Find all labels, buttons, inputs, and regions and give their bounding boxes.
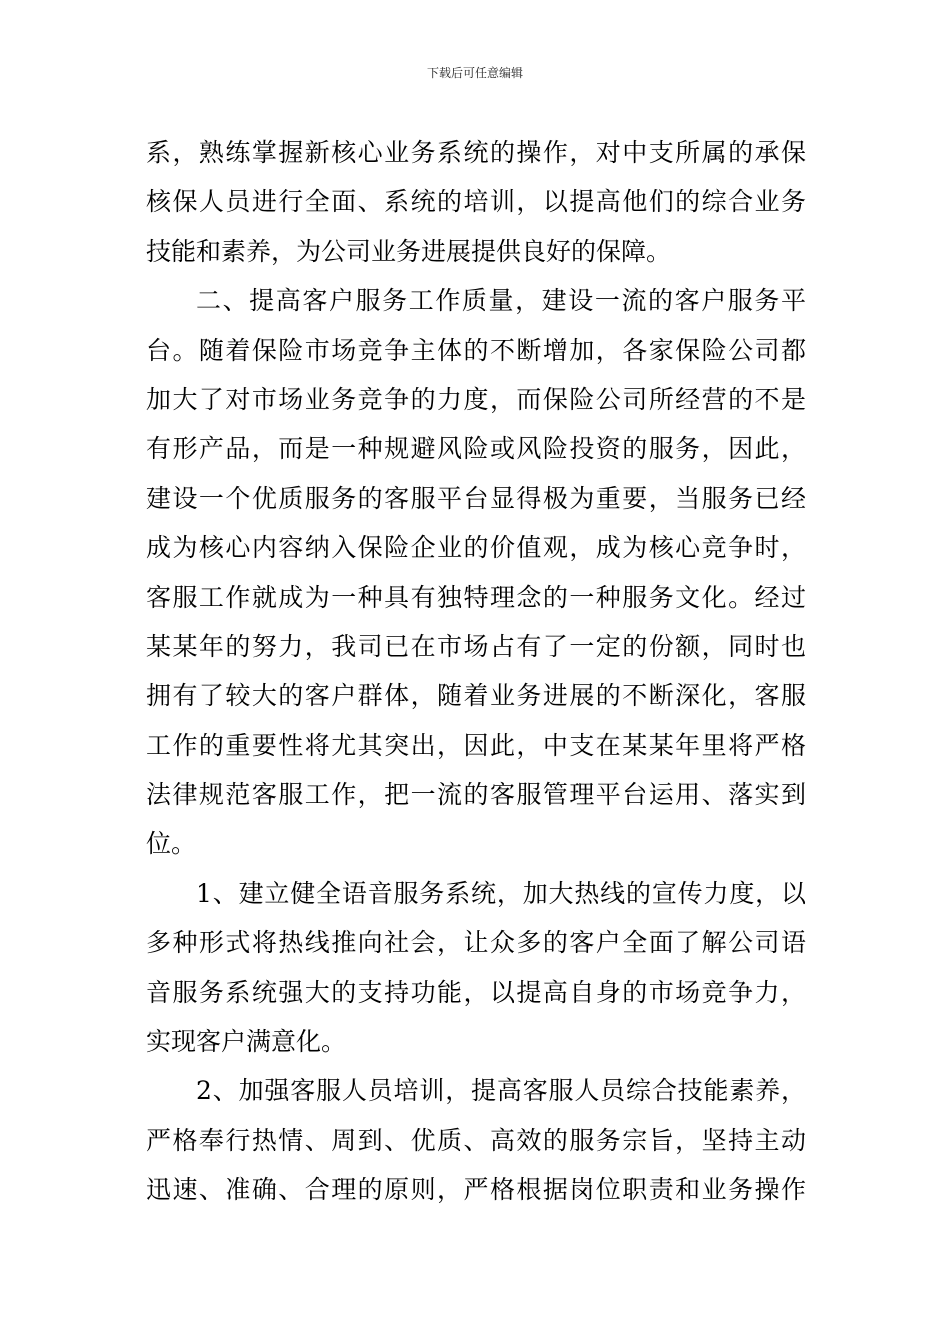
text-line: 2、加强客服人员培训，提高客服人员综合技能素养，: [196, 1076, 806, 1106]
text-line: 有形产品，而是一种规避风险或风险投资的服务，因此，: [146, 434, 806, 464]
text-line: 多种形式将热线推向社会，让众多的客户全面了解公司语: [146, 928, 806, 958]
text-line: 建设一个优质服务的客服平台显得极为重要，当服务已经: [146, 483, 806, 513]
text-line: 工作的重要性将尤其突出，因此，中支在某某年里将严格: [146, 730, 806, 760]
text-line: 法律规范客服工作，把一流的客服管理平台运用、落实到: [146, 780, 806, 810]
page-header: 下载后可任意编辑: [426, 66, 523, 80]
text-line: 音服务系统强大的支持功能，以提高自身的市场竞争力，: [146, 977, 806, 1007]
text-line: 1、建立健全语音服务系统，加大热线的宣传力度，以: [196, 878, 806, 908]
text-line: 拥有了较大的客户群体，随着业务进展的不断深化，客服: [146, 681, 806, 711]
text-line: 技能和素养，为公司业务进展提供良好的保障。: [146, 236, 672, 266]
body-text: [146, 128, 806, 1215]
text-line: 某某年的努力，我司已在市场占有了一定的份额，同时也: [146, 631, 806, 661]
text-line: 位。: [146, 829, 197, 859]
text-line: 客服工作就成为一种具有独特理念的一种服务文化。经过: [146, 582, 806, 612]
text-line: 二、提高客户服务工作质量，建设一流的客户服务平: [196, 286, 806, 316]
text-line: 成为核心内容纳入保险企业的价值观，成为核心竞争时，: [146, 533, 806, 563]
text-line: 核保人员进行全面、系统的培训，以提高他们的综合业务: [146, 187, 806, 217]
text-line: 台。随着保险市场竞争主体的不断增加，各家保险公司都: [146, 335, 806, 365]
text-line: 加大了对市场业务竞争的力度，而保险公司所经营的不是: [146, 384, 806, 414]
text-line: 严格奉行热情、周到、优质、高效的服务宗旨，坚持主动: [146, 1125, 806, 1155]
text-line: 系，熟练掌握新核心业务系统的操作，对中支所属的承保: [146, 138, 806, 167]
text-line: 实现客户满意化。: [146, 1027, 347, 1057]
text-line: 迅速、准确、合理的原则，严格根据岗位职责和业务操作: [146, 1175, 806, 1205]
